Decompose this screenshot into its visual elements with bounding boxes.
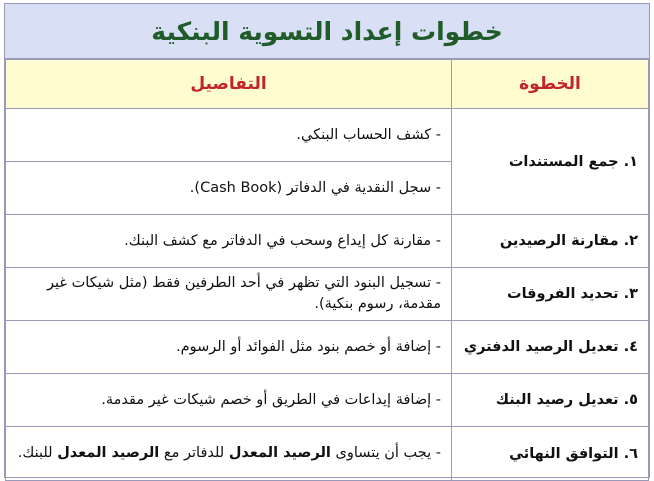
detail-cell: - مقارنة كل إيداع وسحب في الدفاتر مع كشف البنك. xyxy=(6,215,452,268)
header-row xyxy=(6,60,649,109)
table-row xyxy=(6,109,649,162)
detail-text-prefix: - يجب أن يتساوى xyxy=(330,445,441,461)
step-column-header: الخطوة xyxy=(452,60,649,109)
table-row xyxy=(6,374,649,427)
detail-bold-term: الرصيد المعدل xyxy=(228,445,331,461)
steps-table xyxy=(5,59,649,481)
detail-cell: - تسجيل البنود التي تظهر في أحد الطرفين فقط (مثل شيكات غير مقدمة، رسوم بنكية). xyxy=(6,268,452,321)
detail-cell: - إضافة إيداعات في الطريق أو خصم شيكات غير مقدمة. xyxy=(6,374,452,427)
details-column-header: التفاصيل xyxy=(6,60,452,109)
detail-cell xyxy=(6,427,452,481)
table-row xyxy=(6,268,649,321)
step-cell: ٤. تعديل الرصيد الدفتري xyxy=(452,321,649,374)
detail-text-suffix: للبنك. xyxy=(17,445,58,461)
table-title: خطوات إعداد التسوية البنكية xyxy=(5,4,649,59)
reconciliation-steps-table-frame xyxy=(4,3,650,478)
detail-cell: - كشف الحساب البنكي. xyxy=(6,109,452,162)
detail-cell: - سجل النقدية في الدفاتر (Cash Book). xyxy=(6,162,452,215)
step-cell: ٣. تحديد الفروقات xyxy=(452,268,649,321)
table-row xyxy=(6,321,649,374)
step-cell: ٦. التوافق النهائي xyxy=(452,427,649,481)
detail-bold-term: الرصيد المعدل xyxy=(57,445,160,461)
step-cell: ٥. تعديل رصيد البنك xyxy=(452,374,649,427)
table-row xyxy=(6,427,649,481)
step-cell: ٢. مقارنة الرصيدين xyxy=(452,215,649,268)
detail-text-middle: للدفاتر مع xyxy=(159,445,229,461)
step-cell: ١. جمع المستندات xyxy=(452,109,649,215)
table-row xyxy=(6,215,649,268)
detail-cell: - إضافة أو خصم بنود مثل الفوائد أو الرسوم. xyxy=(6,321,452,374)
